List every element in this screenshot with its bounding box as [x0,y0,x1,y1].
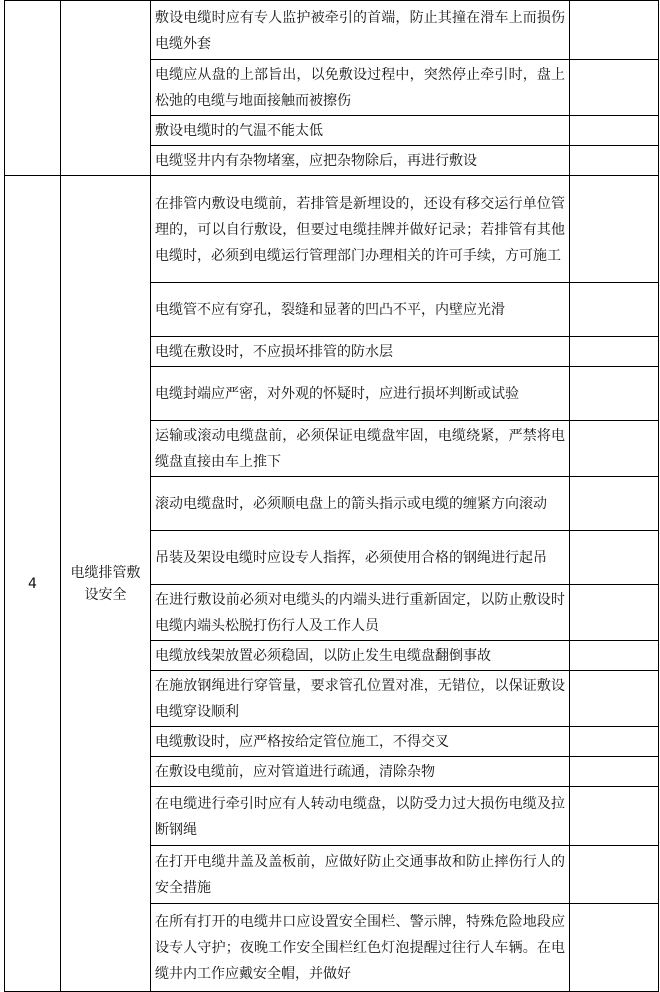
safety-measures-table [4,0,659,992]
measure-cell [151,671,570,727]
measure-cell [151,283,570,337]
row-number: 4 [28,575,37,592]
measure-cell [151,146,570,176]
remark-cell [570,176,659,283]
measure-cell [151,787,570,846]
remark-cell [570,787,659,846]
measure-cell [151,641,570,671]
remark-cell [570,421,659,477]
remark-cell [570,146,659,176]
category-cell [61,176,151,992]
measure-cell [151,421,570,477]
measure-text: 电缆竖井内有杂物堵塞，应把杂物除后，再进行敷设 [155,153,477,169]
measure-text: 电缆封端应严密，对外观的怀疑时，应进行损坏判断或试验 [155,386,519,402]
measure-text: 运输或滚动电缆盘前，必须保证电缆盘牢固，电缆绕紧，严禁将电缆盘直接由车上推下 [155,428,565,470]
measure-cell [151,846,570,904]
measure-text: 吊装及架设电缆时应设专人指挥，必须使用合格的钢绳进行起吊 [155,550,547,566]
measure-cell [151,531,570,585]
measure-text: 在施放钢绳进行穿管量，要求管孔位置对准，无错位，以保证敷设电缆穿设顺利 [155,678,565,720]
measure-cell [151,585,570,641]
remark-cell [570,846,659,904]
remark-cell [570,727,659,757]
measure-text: 在打开电缆井盖及盖板前，应做好防止交通事故和防止摔伤行人的安全措施 [155,854,565,896]
measure-text: 在进行敷设前必须对电缆头的内端头进行重新固定，以防止敷设时电缆内端头松脱打伤行人及工作人员 [155,592,565,634]
remark-cell [570,367,659,421]
remark-cell [570,904,659,992]
measure-text: 滚动电缆盘时，必须顺电盘上的箭头指示或电缆的缠紧方向滚动 [155,496,547,512]
measure-cell [151,757,570,787]
measure-text: 在敷设电缆前，应对管道进行疏通，清除杂物 [155,764,435,780]
measure-text: 敷设电缆时应有专人监护被牵引的首端，防止其撞在滑车上而损伤电缆外套 [155,9,565,52]
remark-cell [570,477,659,531]
measure-text: 敷设电缆时的气温不能太低 [155,123,323,139]
table-row [5,176,659,283]
remark-cell [570,671,659,727]
remark-cell [570,1,659,60]
table-row [5,1,659,60]
number-cell [5,1,61,176]
measure-text: 电缆管不应有穿孔，裂缝和显著的凹凸不平，内壁应光滑 [155,302,505,318]
remark-cell [570,641,659,671]
category-cell [61,1,151,176]
measure-cell [151,904,570,992]
measure-text: 在排管内敷设电缆前，若排管是新埋设的，还设有移交运行单位管理的，可以自行敷设，但要过电缆挂牌并做好记录；若排管有其他电缆时，必须到电缆运行管理部门办理相关的许可手续，方可施工 [155,195,565,264]
measure-cell [151,60,570,116]
measure-text: 在电缆进行牵引时应有人转动电缆盘，以防受力过大损伤电缆及拉断钢绳 [155,795,565,838]
remark-cell [570,60,659,116]
measure-cell [151,727,570,757]
category-label: 电缆排管敷设安全 [70,564,141,603]
remark-cell [570,116,659,146]
measure-text: 电缆放线架放置必须稳固，以防止发生电缆盘翻倒事故 [155,648,491,664]
measure-text: 电缆在敷设时，不应损坏排管的防水层 [155,344,393,360]
number-cell [5,176,61,992]
remark-cell [570,283,659,337]
remark-cell [570,337,659,367]
remark-cell [570,585,659,641]
remark-cell [570,757,659,787]
measure-cell [151,367,570,421]
measure-cell [151,176,570,283]
measure-cell [151,337,570,367]
remark-cell [570,531,659,585]
measure-cell [151,1,570,60]
measure-text: 电缆应从盘的上部旨出，以免敷设过程中，突然停止牵引时，盘上松弛的电缆与地面接触而被擦伤 [155,67,565,109]
measure-text: 在所有打开的电缆井口应设置安全围栏、警示牌，特殊危险地段应设专人守护；夜晚工作安全围栏红色灯泡提醒过往行人车辆。在电缆井内工作应戴安全帽，并做好 [155,914,565,982]
measure-text: 电缆敷设时，应严格按给定管位施工，不得交叉 [155,734,449,750]
measure-cell [151,116,570,146]
measure-cell [151,477,570,531]
